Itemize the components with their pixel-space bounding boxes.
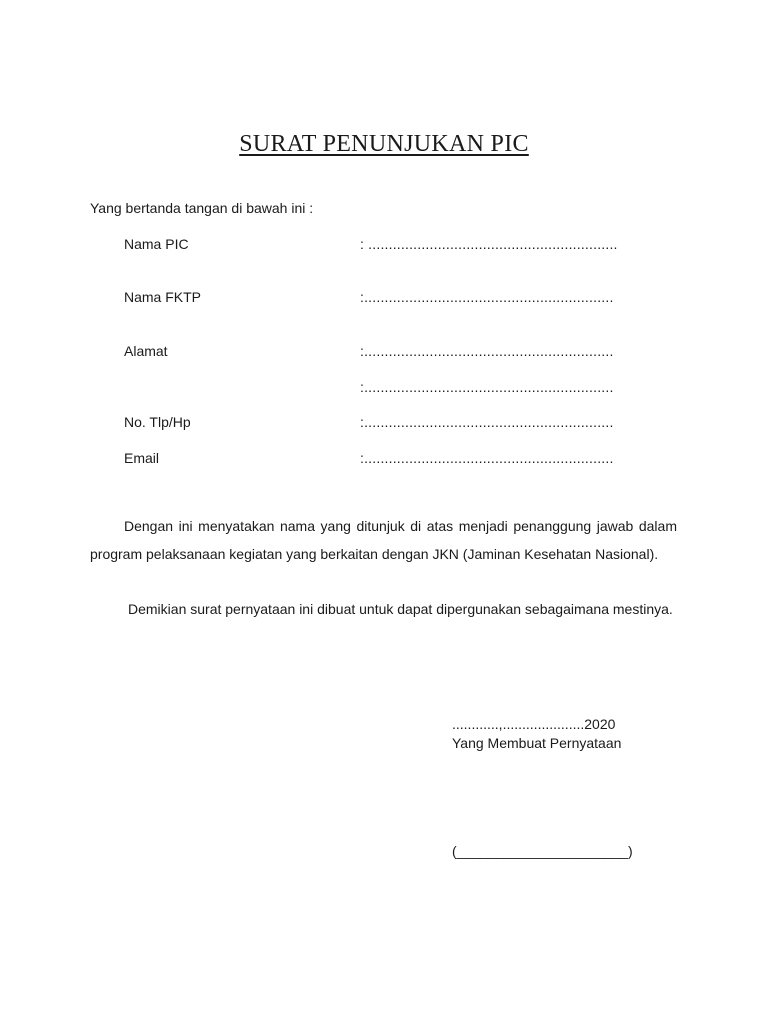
field-label-nama-fktp: Nama FKTP (124, 289, 202, 305)
field-label-alamat: Alamat (124, 343, 168, 359)
field-value-alamat: :............................................................. (360, 343, 614, 359)
closing-text: Demikian surat pernyataan ini dibuat untuk dapat dipergunakan sebagaimana mestinya. (128, 601, 673, 617)
signature-role: Yang Membuat Pernyataan (452, 735, 622, 751)
field-label-no-tlp: No. Tlp/Hp (124, 414, 191, 430)
document-title: SURAT PENUNJUKAN PIC (239, 131, 529, 157)
field-label-nama-pic: Nama PIC (124, 236, 189, 252)
field-value-nama-pic: : ............................................................. (360, 236, 618, 252)
intro-text: Yang bertanda tangan di bawah ini : (90, 200, 314, 216)
field-value-alamat-2: :............................................................. (360, 379, 614, 395)
field-value-nama-fktp: :............................................................. (360, 289, 614, 305)
closing-paragraph (90, 596, 677, 624)
field-value-no-tlp: :............................................................. (360, 414, 614, 430)
field-label-email: Email (124, 450, 160, 466)
field-value-email: :............................................................. (360, 450, 614, 466)
signature-date-line: ............,.....................2020 (452, 716, 616, 732)
statement-text: Dengan ini menyatakan nama yang ditunjuk di atas menjadi penanggung jawab dalam program pelaksanaan kegiatan yang berkaitan dengan JKN (Jaminan Kesehatan Nasional). (90, 518, 677, 562)
statement-paragraph (90, 513, 677, 568)
signature-name-line: (______________________) (452, 843, 633, 859)
